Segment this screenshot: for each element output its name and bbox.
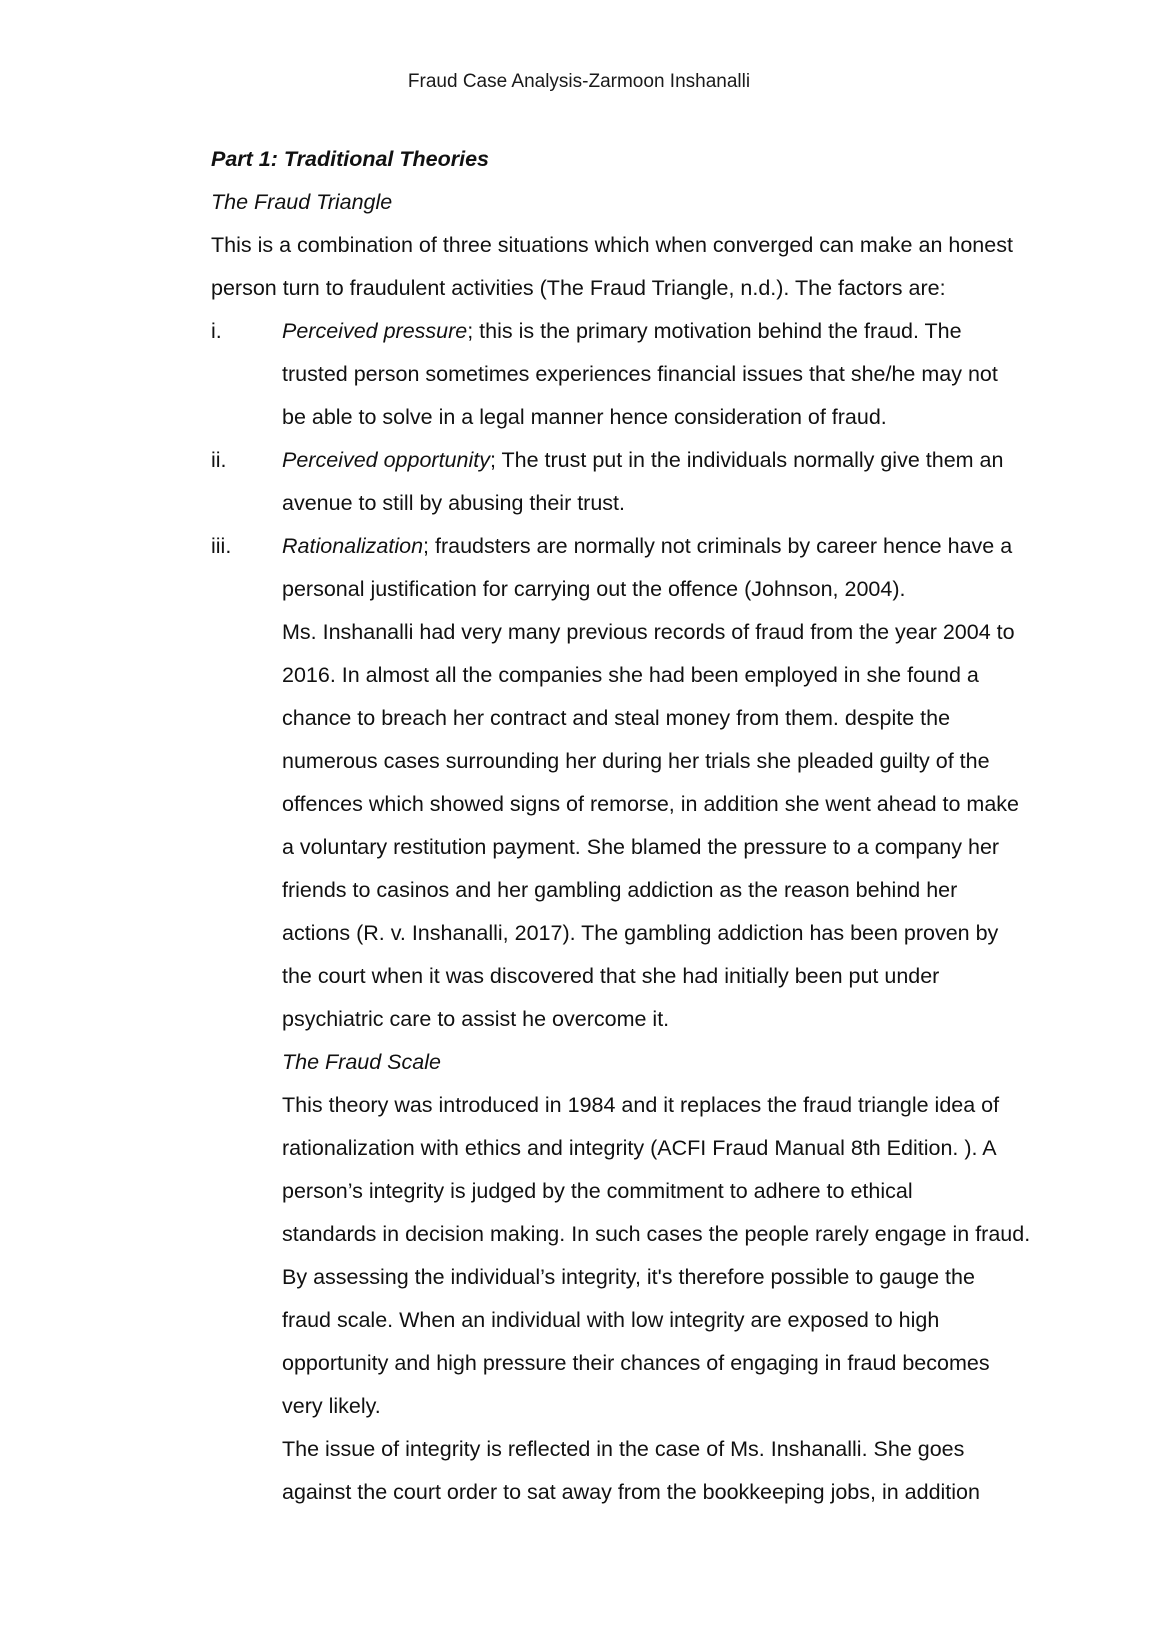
list-marker: iii.: [211, 534, 232, 558]
intro-line: This is a combination of three situations which when converged can make an honest: [211, 233, 1013, 257]
list-item-rationalization: [211, 525, 1041, 611]
intro-line: person turn to fraudulent activities (The Fraud Triangle, n.d.). The factors are:: [211, 276, 946, 300]
list-item-perceived-pressure: [211, 310, 1041, 439]
factor-line: avenue to still by abusing their trust.: [282, 491, 625, 515]
paragraph-line: This theory was introduced in 1984 and it replaces the fraud triangle idea of: [282, 1093, 1000, 1117]
factor-term: Perceived pressure: [282, 319, 468, 343]
fraud-scale-section: [211, 1041, 1041, 1428]
factor-line: personal justification for carrying out the offence (Johnson, 2004).: [282, 577, 906, 601]
paragraph-line: very likely.: [282, 1394, 381, 1418]
paragraph-line: The issue of integrity is reflected in the case of Ms. Inshanalli. She goes: [282, 1437, 965, 1461]
paragraph-line: fraud scale. When an individual with low integrity are exposed to high: [282, 1308, 940, 1332]
paragraph-line: numerous cases surrounding her during her trials she pleaded guilty of the: [282, 749, 990, 773]
factor-line: be able to solve in a legal manner hence consideration of fraud.: [282, 405, 887, 429]
integrity-paragraph: [211, 1428, 1041, 1514]
case-paragraph: [211, 611, 1041, 1041]
factor-line: trusted person sometimes experiences financial issues that she/he may not: [282, 362, 998, 386]
factor-text: ; The trust put in the individuals normally give them an: [489, 448, 1004, 472]
factor-text: ; fraudsters are normally not criminals by career hence have a: [423, 534, 1013, 558]
paragraph-line: 2016. In almost all the companies she had been employed in she found a: [282, 663, 979, 687]
paragraph-line: standards in decision making. In such cases the people rarely engage in fraud.: [282, 1222, 1031, 1246]
paragraph-line: person’s integrity is judged by the commitment to adhere to ethical: [282, 1179, 913, 1203]
section-heading-fraud-triangle: The Fraud Triangle: [211, 190, 393, 214]
paragraph-line: chance to breach her contract and steal money from them. despite the: [282, 706, 951, 730]
paragraph-line: actions (R. v. Inshanalli, 2017). The gambling addiction has been proven by: [282, 921, 999, 945]
list-marker: ii.: [211, 448, 227, 472]
factor-term: Perceived opportunity: [282, 448, 490, 472]
page-header: Fraud Case Analysis-Zarmoon Inshanalli: [407, 71, 751, 92]
paragraph-line: a voluntary restitution payment. She blamed the pressure to a company her: [282, 835, 1000, 859]
paragraph-line: offences which showed signs of remorse, in addition she went ahead to make: [282, 792, 1020, 816]
paragraph-line: the court when it was discovered that she had initially been put under: [282, 964, 940, 988]
part-heading: Part 1: Traditional Theories: [211, 147, 489, 171]
list-item-perceived-opportunity: [211, 439, 1041, 525]
factor-term: Rationalization: [282, 534, 424, 558]
paragraph-line: Ms. Inshanalli had very many previous records of fraud from the year 2004 to: [282, 620, 1015, 644]
paragraph-line: opportunity and high pressure their chances of engaging in fraud becomes: [282, 1351, 990, 1375]
paragraph-line: friends to casinos and her gambling addiction as the reason behind her: [282, 878, 958, 902]
paragraph-line: against the court order to sat away from the bookkeeping jobs, in addition: [282, 1480, 980, 1504]
factor-text: ; this is the primary motivation behind the fraud. The: [467, 319, 962, 343]
paragraph-line: psychiatric care to assist he overcome it.: [282, 1007, 670, 1031]
document-body: [211, 138, 1041, 1514]
paragraph-line: By assessing the individual’s integrity, it's therefore possible to gauge the: [282, 1265, 975, 1289]
paragraph-line: rationalization with ethics and integrity (ACFI Fraud Manual 8th Edition. ). A: [282, 1136, 997, 1160]
section-heading-fraud-scale: The Fraud Scale: [282, 1050, 441, 1074]
list-marker: i.: [211, 319, 222, 343]
